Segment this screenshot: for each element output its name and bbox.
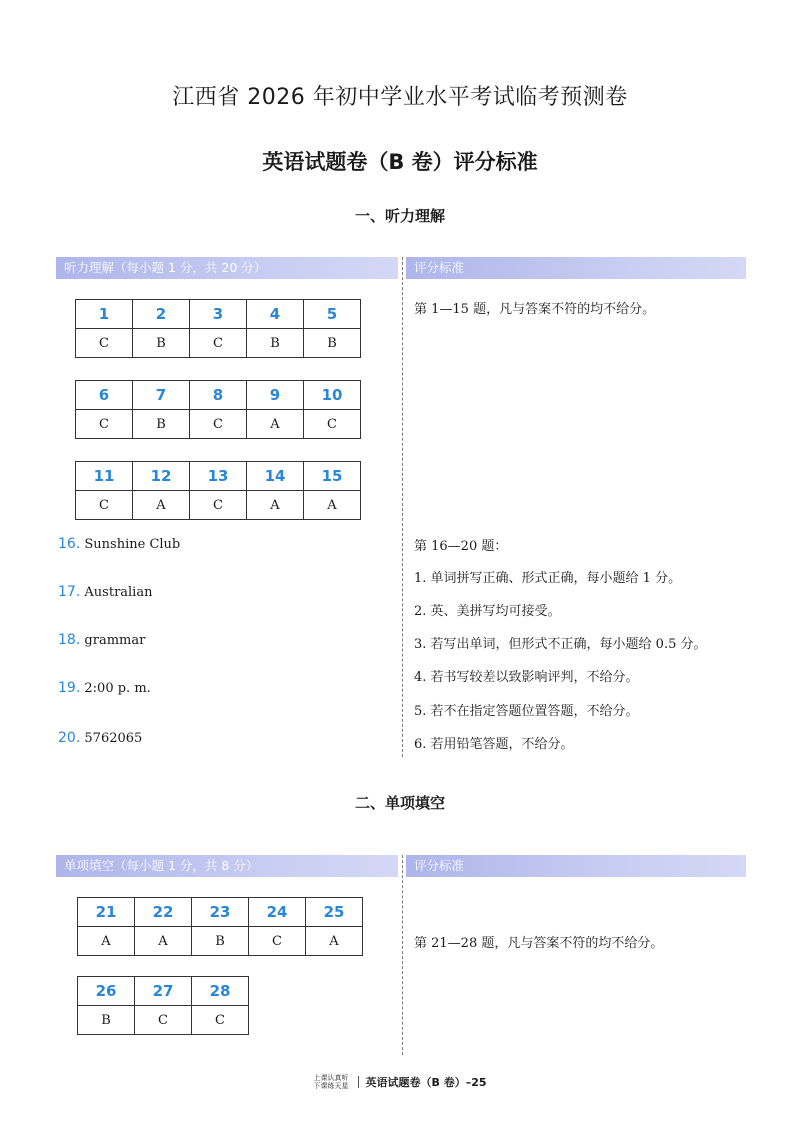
question-number: 22	[135, 898, 192, 927]
criteria-line: 3. 若写出单词，但形式不正确，每小题给 0.5 分。	[414, 637, 707, 652]
answer-cell: A	[133, 491, 190, 520]
answer-cell: A	[78, 927, 135, 956]
question-number: 27	[135, 977, 192, 1006]
question-number: 26	[78, 977, 135, 1006]
criteria-bar: 评分标准	[406, 855, 746, 877]
listening-bar: 听力理解（每小题 1 分，共 20 分）	[56, 257, 398, 279]
question-number: 8	[190, 381, 247, 410]
section-divider	[402, 257, 403, 757]
criteria-bar: 评分标准	[406, 257, 746, 279]
single-choice-bar: 单项填空（每小题 1 分，共 8 分）	[56, 855, 398, 877]
question-number: 28	[192, 977, 249, 1006]
question-number: 2	[133, 300, 190, 329]
fill-answer-18	[58, 632, 145, 648]
logo-line: 上课认真听	[313, 1074, 349, 1082]
answer-cell: C	[192, 1006, 249, 1035]
brand-logo	[313, 1074, 348, 1090]
section-heading-single-choice: 二、单项填空	[354, 794, 445, 812]
page-footer	[0, 1074, 800, 1090]
question-number: 23	[192, 898, 249, 927]
question-number: 10	[304, 381, 361, 410]
answer-cell: A	[135, 927, 192, 956]
answer-cell: C	[190, 329, 247, 358]
answer-cell: B	[304, 329, 361, 358]
answer-cell: C	[76, 329, 133, 358]
fill-number: 16.	[58, 536, 81, 552]
answer-cell: C	[249, 927, 306, 956]
answer-cell: A	[247, 491, 304, 520]
answer-cell: C	[135, 1006, 192, 1035]
answer-table-6-10	[75, 380, 361, 439]
answer-cell: A	[304, 491, 361, 520]
fill-number: 19.	[58, 680, 81, 696]
question-number: 13	[190, 462, 247, 491]
answer-cell: A	[247, 410, 304, 439]
footer-separator	[358, 1076, 359, 1088]
criteria-line: 5. 若不在指定答题位置答题，不给分。	[414, 704, 639, 719]
fill-answer-19	[58, 680, 151, 696]
question-number: 9	[247, 381, 304, 410]
question-number: 1	[76, 300, 133, 329]
page-title: 江西省 2026 年初中学业水平考试临考预测卷	[172, 85, 628, 110]
answer-cell: C	[304, 410, 361, 439]
question-number: 24	[249, 898, 306, 927]
footer-page-label: 英语试题卷（B 卷）–25	[365, 1076, 487, 1089]
answer-cell: C	[76, 410, 133, 439]
question-number: 11	[76, 462, 133, 491]
logo-line: 下课练天星	[313, 1082, 349, 1090]
criteria-line: 4. 若书写较差以致影响评判，不给分。	[414, 670, 639, 685]
fill-number: 18.	[58, 632, 81, 648]
question-number: 21	[78, 898, 135, 927]
fill-answer-16	[58, 536, 180, 552]
section-divider	[402, 855, 403, 1055]
question-number: 14	[247, 462, 304, 491]
answer-table-26-28	[77, 976, 249, 1035]
criteria-1-15: 第 1—15 题，凡与答案不符的均不给分。	[414, 302, 656, 317]
answer-cell: B	[78, 1006, 135, 1035]
criteria-line: 1. 单词拼写正确、形式正确，每小题给 1 分。	[414, 571, 682, 586]
question-number: 4	[247, 300, 304, 329]
fill-text: Australian	[84, 585, 153, 600]
fill-text: 5762065	[84, 731, 143, 746]
answer-cell: C	[190, 491, 247, 520]
question-number: 7	[133, 381, 190, 410]
criteria-21-28: 第 21—28 题，凡与答案不符的均不给分。	[414, 936, 664, 951]
answer-table-1-5	[75, 299, 361, 358]
answer-cell: A	[306, 927, 363, 956]
fill-text: Sunshine Club	[84, 537, 181, 552]
answer-table-21-25	[77, 897, 363, 956]
question-number: 25	[306, 898, 363, 927]
question-number: 3	[190, 300, 247, 329]
answer-cell: B	[192, 927, 249, 956]
fill-answer-20	[58, 730, 142, 746]
question-number: 15	[304, 462, 361, 491]
answer-cell: B	[247, 329, 304, 358]
answer-cell: B	[133, 329, 190, 358]
question-number: 6	[76, 381, 133, 410]
answer-cell: B	[133, 410, 190, 439]
fill-answer-17	[58, 584, 152, 600]
question-number: 12	[133, 462, 190, 491]
fill-text: grammar	[84, 633, 146, 648]
criteria-line: 2. 英、美拼写均可接受。	[414, 604, 561, 619]
fill-number: 20.	[58, 730, 81, 746]
section-heading-listening: 一、听力理解	[354, 207, 445, 225]
page-subtitle: 英语试题卷（B 卷）评分标准	[262, 150, 538, 174]
answer-cell: C	[76, 491, 133, 520]
question-number: 5	[304, 300, 361, 329]
fill-number: 17.	[58, 584, 81, 600]
answer-cell: C	[190, 410, 247, 439]
criteria-line: 6. 若用铅笔答题，不给分。	[414, 737, 574, 752]
answer-table-11-15	[75, 461, 361, 520]
fill-text: 2:00 p. m.	[84, 681, 151, 696]
criteria-line: 第 16—20 题：	[414, 539, 508, 554]
